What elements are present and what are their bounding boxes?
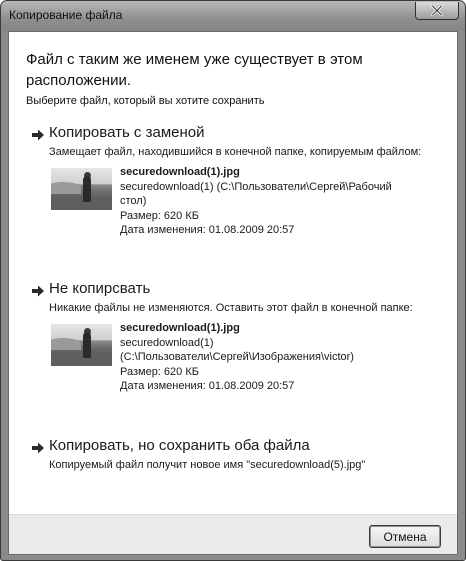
arrow-right-icon	[31, 441, 45, 455]
dialog-footer	[9, 514, 457, 554]
file-info	[49, 321, 451, 401]
option-title-row	[31, 280, 451, 300]
file-name: securedownload(1).jpg	[120, 166, 240, 178]
file-modified: Дата изменения: 01.08.2009 20:57	[120, 380, 295, 392]
option-title-row	[31, 437, 451, 457]
dialog-heading: Файл с таким же именем уже существует в этом расположении.	[26, 51, 363, 89]
arrow-right-icon	[31, 284, 45, 298]
file-modified: Дата изменения: 01.08.2009 20:57	[120, 224, 295, 236]
option-title: Копировать с заменой	[49, 124, 205, 141]
dialog-content	[8, 31, 458, 555]
option-title: Копировать, но сохранить оба файла	[49, 437, 310, 454]
option-keep-both[interactable]	[31, 437, 451, 472]
file-info	[49, 165, 451, 245]
arrow-right-icon	[31, 128, 45, 142]
file-details	[120, 321, 420, 394]
option-replace[interactable]	[31, 124, 451, 245]
file-thumbnail	[51, 324, 112, 366]
file-size: Размер: 620 КБ	[120, 365, 199, 378]
close-button[interactable]	[415, 2, 459, 20]
file-details	[120, 165, 420, 238]
option-description: Копируемый файл получит новое имя "securedownload(5).jpg"	[49, 459, 366, 471]
file-thumbnail	[51, 168, 112, 210]
title-bar[interactable]	[1, 1, 465, 31]
dialog-subheading: Выберите файл, который вы хотите сохранить	[26, 95, 265, 107]
window-title: Копирование файла	[9, 8, 123, 22]
file-path: securedownload(1) (C:\Пользователи\Сергей\Изображения\victor)	[120, 336, 354, 363]
close-icon	[431, 5, 443, 16]
file-path: securedownload(1) (C:\Пользователи\Сергей\Рабочий стол)	[120, 180, 392, 207]
cancel-button[interactable]: Отмена	[369, 525, 441, 548]
option-title-row	[31, 124, 451, 144]
option-skip[interactable]	[31, 280, 451, 401]
option-title: Не копирсвать	[49, 280, 151, 297]
option-description: Замещает файл, находившийся в конечной папке, копируемым файлом:	[49, 146, 422, 158]
file-size: Размер: 620 КБ	[120, 209, 199, 222]
option-description: Никакие файлы не изменяются. Оставить этот файл в конечной папке:	[49, 302, 413, 314]
file-name: securedownload(1).jpg	[120, 322, 240, 334]
